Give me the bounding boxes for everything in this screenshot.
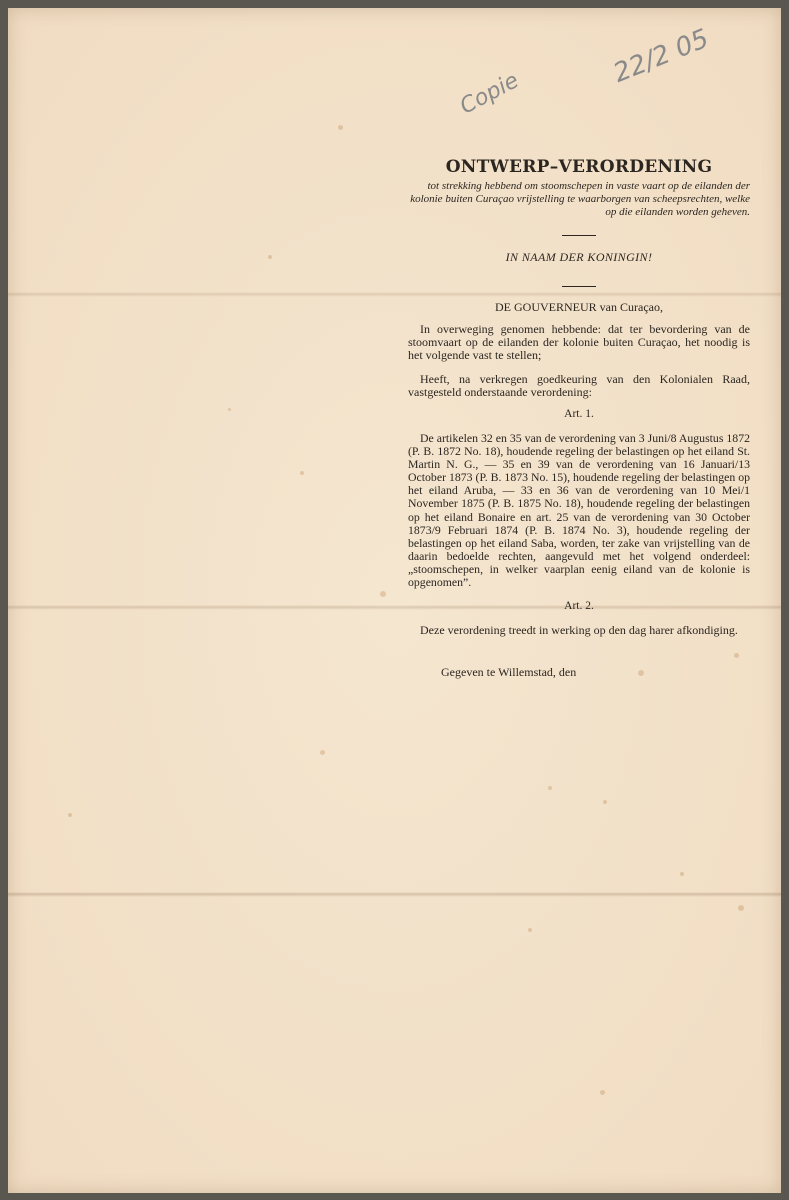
foxing-spot [528, 928, 532, 932]
foxing-spot [228, 408, 231, 411]
foxing-spot [680, 872, 684, 876]
issuer-line: DE GOUVERNEUR van Curaçao, [495, 300, 663, 314]
foxing-spot [300, 471, 304, 475]
enacting-paragraph: Heeft, na verkregen goedkeuring van den Kolonialen Raad, vastgesteld onderstaande verordening: [408, 372, 750, 400]
invocation: IN NAAM DER KONINGIN! [505, 250, 653, 264]
foxing-spot [548, 786, 552, 790]
article-2-text: Deze verordening treedt in werking op den dag harer afkondiging. [420, 623, 738, 637]
foxing-spot [320, 750, 325, 755]
closing-line: Gegeven te Willemstad, den [441, 665, 577, 679]
divider [562, 235, 596, 236]
page-subtitle: tot strekking hebbend om stoomschepen in vaste vaart op de eilanden der kolonie buiten Curaçao vrijstelling te waarborgen van scheepsrechten, welke op die eilanden worden geheven. [410, 180, 750, 218]
article-1-heading: Art. 1. [564, 408, 594, 420]
foxing-spot [338, 125, 343, 130]
foxing-spot [380, 591, 386, 597]
foxing-spot [600, 1090, 605, 1095]
page-title: ONTWERP–VERORDENING [445, 157, 713, 177]
divider [562, 286, 596, 287]
foxing-spot [738, 905, 744, 911]
foxing-spot [68, 813, 72, 817]
ordinance-text [408, 0, 750, 700]
considering-paragraph: In overweging genomen hebbende: dat ter bevordering van de stoomvaart op de eilanden der kolonie buiten Curaçao, het noodig is het volgende vast te stellen; [408, 322, 750, 363]
article-2-heading: Art. 2. [564, 600, 594, 612]
foxing-spot [268, 255, 272, 259]
foxing-spot [603, 800, 607, 804]
handwritten-copy-note: Copie [456, 68, 523, 120]
handwritten-date-note: 22/2 05 [609, 23, 714, 89]
article-1-text: De artikelen 32 en 35 van de verordening van 3 Juni/8 Augustus 1872 (P. B. 1872 No. 18), houdende regeling der belastingen op het eiland St. Martin N. G., — 35 en 39 van de verordening van 16 Januari/13 October 1873 (P. B. 1873 No. 15), houdende regeling der belastingen op het eiland Aruba, — 33 en 36 van de verordening van 10 Mei/1 November 1875 (P. B. 1875 No. 18), houdende regeling der belastingen op het eiland Bonaire en art. 25 van de verordening van 30 October 1873/9 Februari 1874 (P. B. 1874 No. 3), houdende regeling der belastingen op het eiland Saba, worden, ter zake van vrijstelling van de daarin bedoelde rechten, aangevuld met het volgend onderdeel: „stoomschepen, in welker vaarplan eenig eiland van de kolonie is opgenomen”. [408, 431, 750, 590]
